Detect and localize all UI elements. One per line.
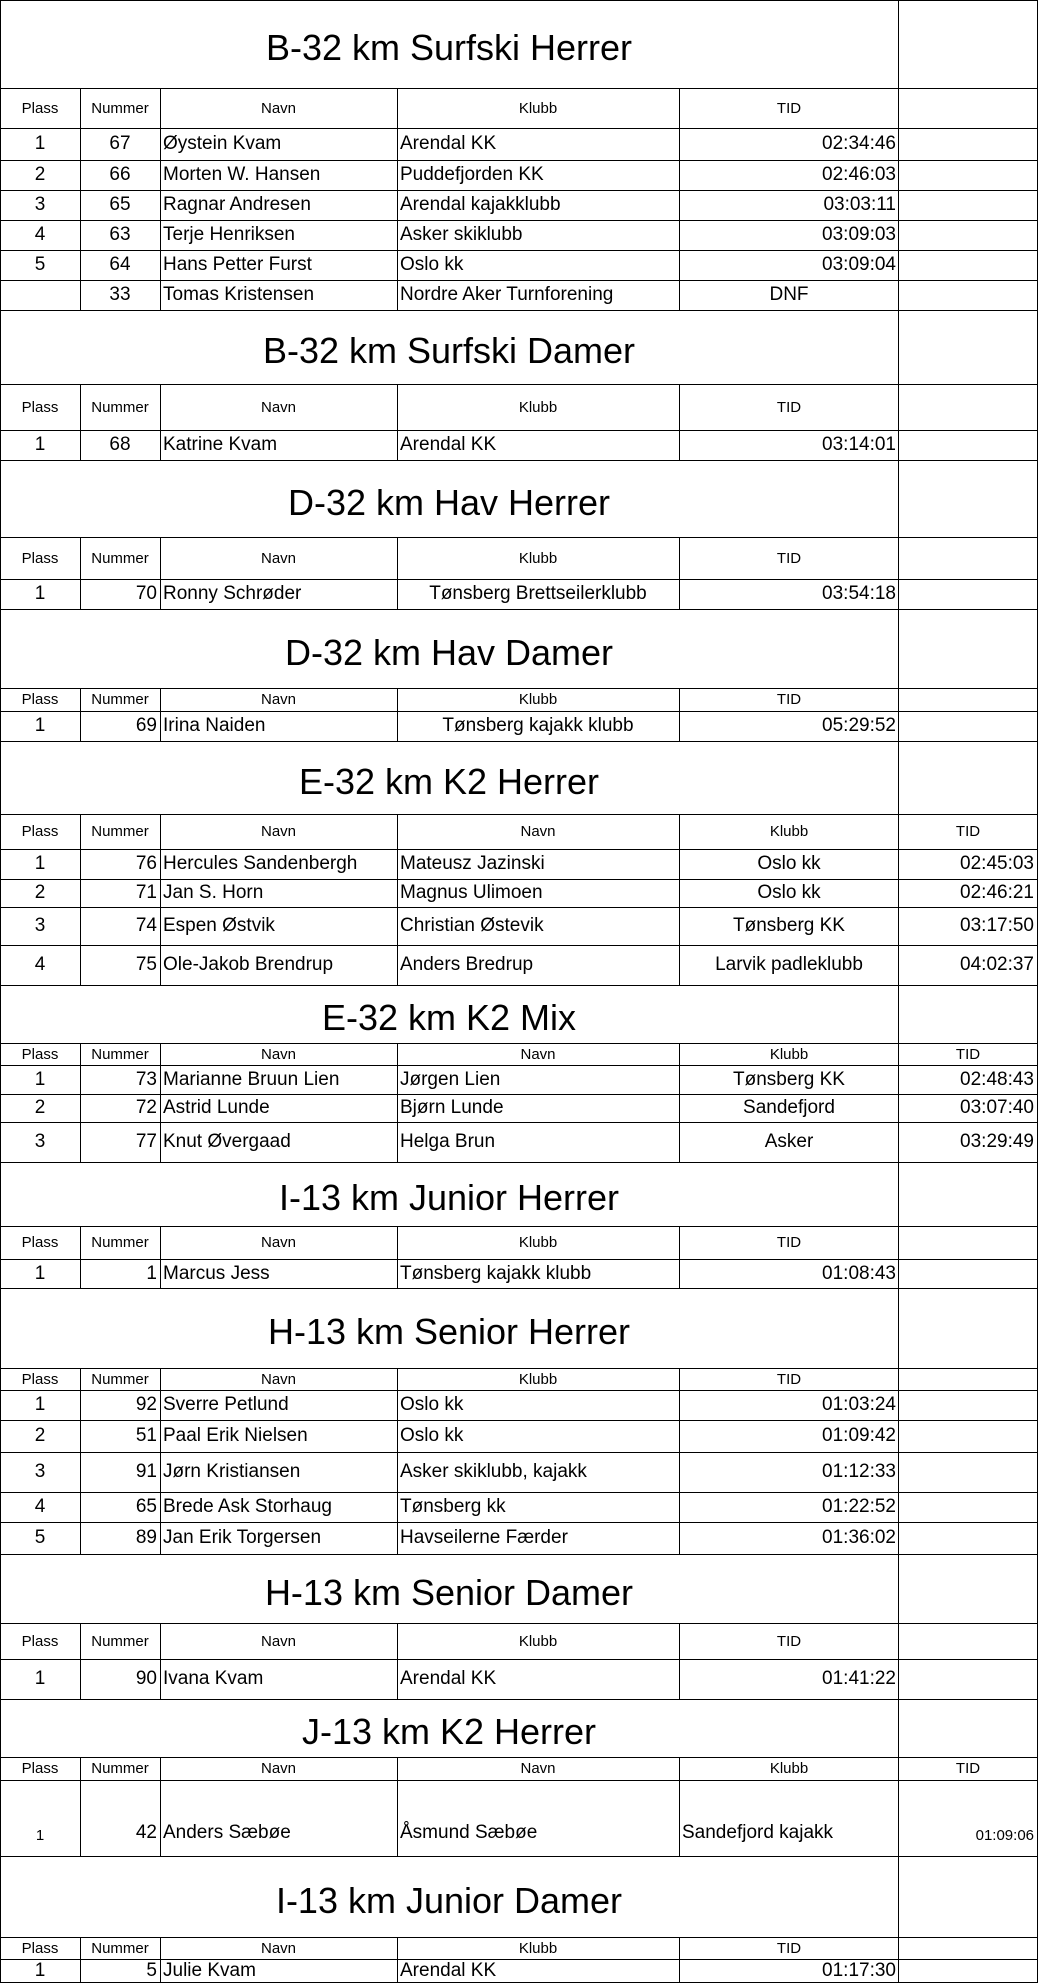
tid-cell: 03:03:11 [823,194,896,215]
tid-cell: 01:09:42 [822,1425,896,1446]
plass-cell: 2 [34,882,46,903]
column-header-navn: Navn [520,1045,556,1063]
plass-cell: 3 [34,915,46,936]
nummer-cell: 68 [109,434,131,455]
navn-cell: Øystein Kvam [163,133,282,154]
navn-cell: Brede Ask Storhaug [163,1496,332,1517]
navn-cell: Marcus Jess [163,1262,270,1284]
klubb-cell: Tønsberg Brettseilerklubb [429,583,647,604]
column-header-navn: Navn [260,1939,297,1957]
tid-cell: 03:07:40 [960,1097,1034,1118]
navn-cell: Ragnar Andresen [163,194,311,215]
klubb-cell: Arendal KK [400,133,497,154]
section-title: I-13 km Junior Damer [275,1879,623,1921]
column-header-tid: TID [776,691,802,708]
klubb-cell: Sandefjord [743,1097,835,1118]
column-header-plass: Plass [21,691,59,708]
klubb-cell: Havseilerne Færder [400,1527,568,1548]
grid-line [0,741,1038,742]
section-title: E-32 km K2 Herrer [298,760,600,802]
plass-cell: 2 [34,1425,46,1446]
nummer-cell: 33 [109,284,131,305]
column-header-navn: Navn [260,691,297,708]
tid-cell: 03:09:03 [822,224,896,245]
column-header-klubb: Klubb [518,1632,558,1650]
grid-line [0,985,1038,986]
nummer-cell: 63 [109,224,131,245]
grid-line [0,1162,1038,1163]
plass-cell: 1 [34,715,46,736]
column-header-plass: Plass [21,1632,59,1650]
column-header-klubb: Klubb [769,1045,809,1063]
klubb-cell: Asker [764,1131,814,1152]
klubb-cell: Larvik padleklubb [715,954,863,975]
navn-cell: Jørn Kristiansen [163,1461,301,1482]
tid-cell: 04:02:37 [960,954,1034,975]
plass-cell: 5 [34,254,46,275]
column-header-navn: Navn [260,1760,297,1777]
grid-line [0,0,1038,1]
column-header-nummer: Nummer [91,99,149,117]
column-header-tid: TID [776,1632,802,1650]
tid-cell: 01:41:22 [822,1668,896,1689]
navn-cell: Anders Sæbøe [163,1822,291,1843]
navn-cell: Hans Petter Furst [163,254,312,275]
navn-cell: Astrid Lunde [163,1097,270,1118]
section-title: D-32 km Hav Damer [284,631,614,673]
tid-cell: 01:22:52 [822,1496,896,1517]
nummer-cell: 90 [135,1668,157,1689]
column-header-tid: TID [776,398,802,416]
tid-cell: 01:36:02 [822,1527,896,1548]
plass-cell: 3 [34,194,46,215]
plass-cell: 4 [34,1496,46,1517]
grid-line [0,1856,1038,1857]
column-header-klubb: Klubb [518,1234,558,1251]
navn2-cell: Bjørn Lunde [400,1097,504,1118]
klubb-cell: Arendal kajakklubb [400,194,561,215]
column-header-navn: Navn [260,549,297,567]
column-header-klubb: Klubb [518,1370,558,1388]
klubb-cell: Arendal KK [400,1668,497,1689]
column-header-navn: Navn [260,1234,297,1251]
column-header-nummer: Nummer [91,549,149,567]
nummer-cell: 69 [135,715,157,736]
navn-cell: Katrine Kvam [163,434,278,455]
column-header-tid: TID [776,1234,802,1251]
column-header-tid: TID [955,1760,981,1777]
nummer-cell: 72 [135,1097,157,1118]
column-header-navn: Navn [260,398,297,416]
klubb-cell: Nordre Aker Turnforening [400,284,614,305]
grid-line [0,310,1038,311]
plass-cell: 1 [34,1668,46,1689]
nummer-cell: 77 [135,1131,157,1152]
nummer-cell: 51 [135,1425,157,1446]
tid-cell: 03:09:04 [822,254,896,275]
column-header-nummer: Nummer [91,1234,149,1251]
column-header-plass: Plass [21,398,59,416]
navn-cell: Jan Erik Torgersen [163,1527,322,1548]
plass-cell: 1 [34,1262,46,1284]
nummer-cell: 67 [109,133,131,154]
column-header-klubb: Klubb [518,398,558,416]
column-header-navn: Navn [260,99,297,117]
plass-cell: 1 [34,583,46,604]
column-header-plass: Plass [21,1045,59,1063]
klubb-cell: Oslo kk [400,254,464,275]
tid-cell: 01:12:33 [822,1461,896,1482]
grid-line [0,1699,1038,1700]
klubb-cell: Tønsberg kajakk klubb [400,1262,592,1284]
navn-cell: Morten W. Hansen [163,164,321,185]
nummer-cell: 64 [109,254,131,275]
column-header-nummer: Nummer [91,823,149,840]
column-header-klubb: Klubb [518,549,558,567]
klubb-cell: Oslo kk [400,1394,464,1415]
navn-cell: Hercules Sandenbergh [163,853,358,874]
nummer-cell: 89 [135,1527,157,1548]
column-header-plass: Plass [21,1939,59,1957]
nummer-cell: 1 [146,1262,157,1284]
plass-cell: 5 [34,1527,46,1548]
plass-cell: 1 [34,434,46,455]
section-title: D-32 km Hav Herrer [287,481,611,523]
column-header-tid: TID [955,1045,981,1063]
plass-cell: 3 [34,1131,46,1152]
nummer-cell: 65 [109,194,131,215]
tid-cell: 02:48:43 [960,1068,1034,1090]
navn2-cell: Åsmund Sæbøe [400,1822,538,1843]
plass-cell: 1 [34,1959,46,1981]
column-header-nummer: Nummer [91,1045,149,1063]
column-header-nummer: Nummer [91,1939,149,1957]
klubb-cell: Asker skiklubb, kajakk [400,1461,587,1482]
column-header-tid: TID [776,99,802,117]
column-header-klubb: Klubb [518,99,558,117]
tid-cell: 03:54:18 [822,583,896,604]
column-header-plass: Plass [21,823,59,840]
section-title: B-32 km Surfski Herrer [265,27,633,68]
grid-line [0,460,1038,461]
nummer-cell: 76 [135,853,157,874]
column-header-plass: Plass [21,99,59,117]
nummer-cell: 66 [109,164,131,185]
column-header-nummer: Nummer [91,1370,149,1388]
navn-cell: Ole-Jakob Brendrup [163,954,334,975]
klubb-cell: Asker skiklubb [400,224,523,245]
nummer-cell: 92 [135,1394,157,1415]
klubb-cell: Arendal KK [400,434,497,455]
tid-cell: 02:45:03 [960,853,1034,874]
grid-line [0,1554,1038,1555]
column-header-klubb: Klubb [518,691,558,708]
section-title: B-32 km Surfski Damer [262,330,636,371]
navn-cell: Irina Naiden [163,715,266,736]
nummer-cell: 74 [135,915,157,936]
klubb-cell: Oslo kk [757,882,821,903]
section-title: H-13 km Senior Herrer [267,1311,631,1352]
navn-cell: Jan S. Horn [163,882,264,903]
column-header-navn: Navn [260,1632,297,1650]
klubb-cell: Tønsberg KK [733,1068,845,1090]
tid-cell: 02:46:03 [822,164,896,185]
navn-cell: Ivana Kvam [163,1668,264,1689]
tid-cell: 03:17:50 [960,915,1034,936]
column-header-tid: TID [955,823,981,840]
column-header-nummer: Nummer [91,1760,149,1777]
plass-cell [0,280,80,310]
plass-cell: 1 [34,133,46,154]
navn-cell: Knut Øvergaad [163,1131,291,1152]
navn-cell: Paal Erik Nielsen [163,1425,308,1446]
navn-cell: Terje Henriksen [163,224,295,245]
column-header-tid: TID [776,1939,802,1957]
navn2-cell: Helga Brun [400,1131,496,1152]
tid-cell: 03:29:49 [960,1131,1034,1152]
section-title: H-13 km Senior Damer [264,1571,634,1613]
navn-cell: Julie Kvam [163,1959,256,1981]
navn-cell: Sverre Petlund [163,1394,289,1415]
klubb-cell: Puddefjorden KK [400,164,544,185]
plass-cell: 2 [34,1097,46,1118]
klubb-cell: Tønsberg kajakk klubb [442,715,634,736]
column-header-navn: Navn [520,1760,556,1777]
navn-cell: Espen Østvik [163,915,275,936]
column-header-nummer: Nummer [91,398,149,416]
nummer-cell: 75 [135,954,157,975]
column-header-nummer: Nummer [91,1632,149,1650]
tid-cell: 01:17:30 [822,1959,896,1981]
navn2-cell: Jørgen Lien [400,1068,501,1090]
section-title: I-13 km Junior Herrer [278,1177,620,1218]
plass-cell: 3 [34,1461,46,1482]
klubb-cell: Oslo kk [757,853,821,874]
navn2-cell: Magnus Ulimoen [400,882,543,903]
navn2-cell: Anders Bredrup [400,954,534,975]
nummer-cell: 5 [146,1959,157,1981]
klubb-cell: Oslo kk [400,1425,464,1446]
column-header-klubb: Klubb [769,1760,809,1777]
klubb-cell: Tønsberg KK [733,915,845,936]
klubb-cell: Tønsberg kk [400,1496,506,1517]
column-header-navn: Navn [260,1045,297,1063]
nummer-cell: 91 [135,1461,157,1482]
grid-line [0,1288,1038,1289]
tid-cell: 01:08:43 [822,1262,896,1284]
klubb-cell: Arendal KK [400,1959,497,1981]
column-header-plass: Plass [21,549,59,567]
nummer-cell: 65 [135,1496,157,1517]
tid-cell: 05:29:52 [822,715,896,736]
plass-cell: 2 [34,164,46,185]
nummer-cell: 71 [135,882,157,903]
plass-cell: 4 [34,224,46,245]
section-title: E-32 km K2 Mix [321,997,577,1038]
tid-cell: DNF [769,284,809,305]
nummer-cell: 73 [135,1068,157,1090]
column-header-plass: Plass [21,1234,59,1251]
navn2-cell: Christian Østevik [400,915,544,936]
navn-cell: Tomas Kristensen [163,284,315,305]
tid-cell: 01:03:24 [822,1394,896,1415]
tid-cell: 03:14:01 [822,434,896,455]
tid-cell: 02:46:21 [960,882,1034,903]
tid-cell: 01:09:06 [975,1827,1034,1844]
column-header-plass: Plass [21,1760,59,1777]
grid-line [0,609,1038,610]
column-header-nummer: Nummer [91,691,149,708]
column-header-navn: Navn [260,1370,297,1388]
plass-cell: 1 [35,1827,45,1844]
navn-cell: Marianne Bruun Lien [163,1068,340,1090]
column-header-plass: Plass [21,1370,59,1388]
nummer-cell: 42 [135,1822,157,1843]
column-header-tid: TID [776,1370,802,1388]
plass-cell: 4 [34,954,46,975]
navn-cell: Ronny Schrøder [163,583,302,604]
plass-cell: 1 [34,853,46,874]
klubb-cell: Sandefjord kajakk [682,1822,834,1843]
section-title: J-13 km K2 Herrer [301,1711,597,1752]
column-header-klubb: Klubb [769,823,809,840]
column-header-tid: TID [776,549,802,567]
tid-cell: 02:34:46 [822,133,896,154]
column-header-navn: Navn [520,823,556,840]
plass-cell: 1 [34,1394,46,1415]
column-header-klubb: Klubb [518,1939,558,1957]
plass-cell: 1 [34,1068,46,1090]
column-header-navn: Navn [260,823,297,840]
navn2-cell: Mateusz Jazinski [400,853,545,874]
nummer-cell: 70 [135,583,157,604]
